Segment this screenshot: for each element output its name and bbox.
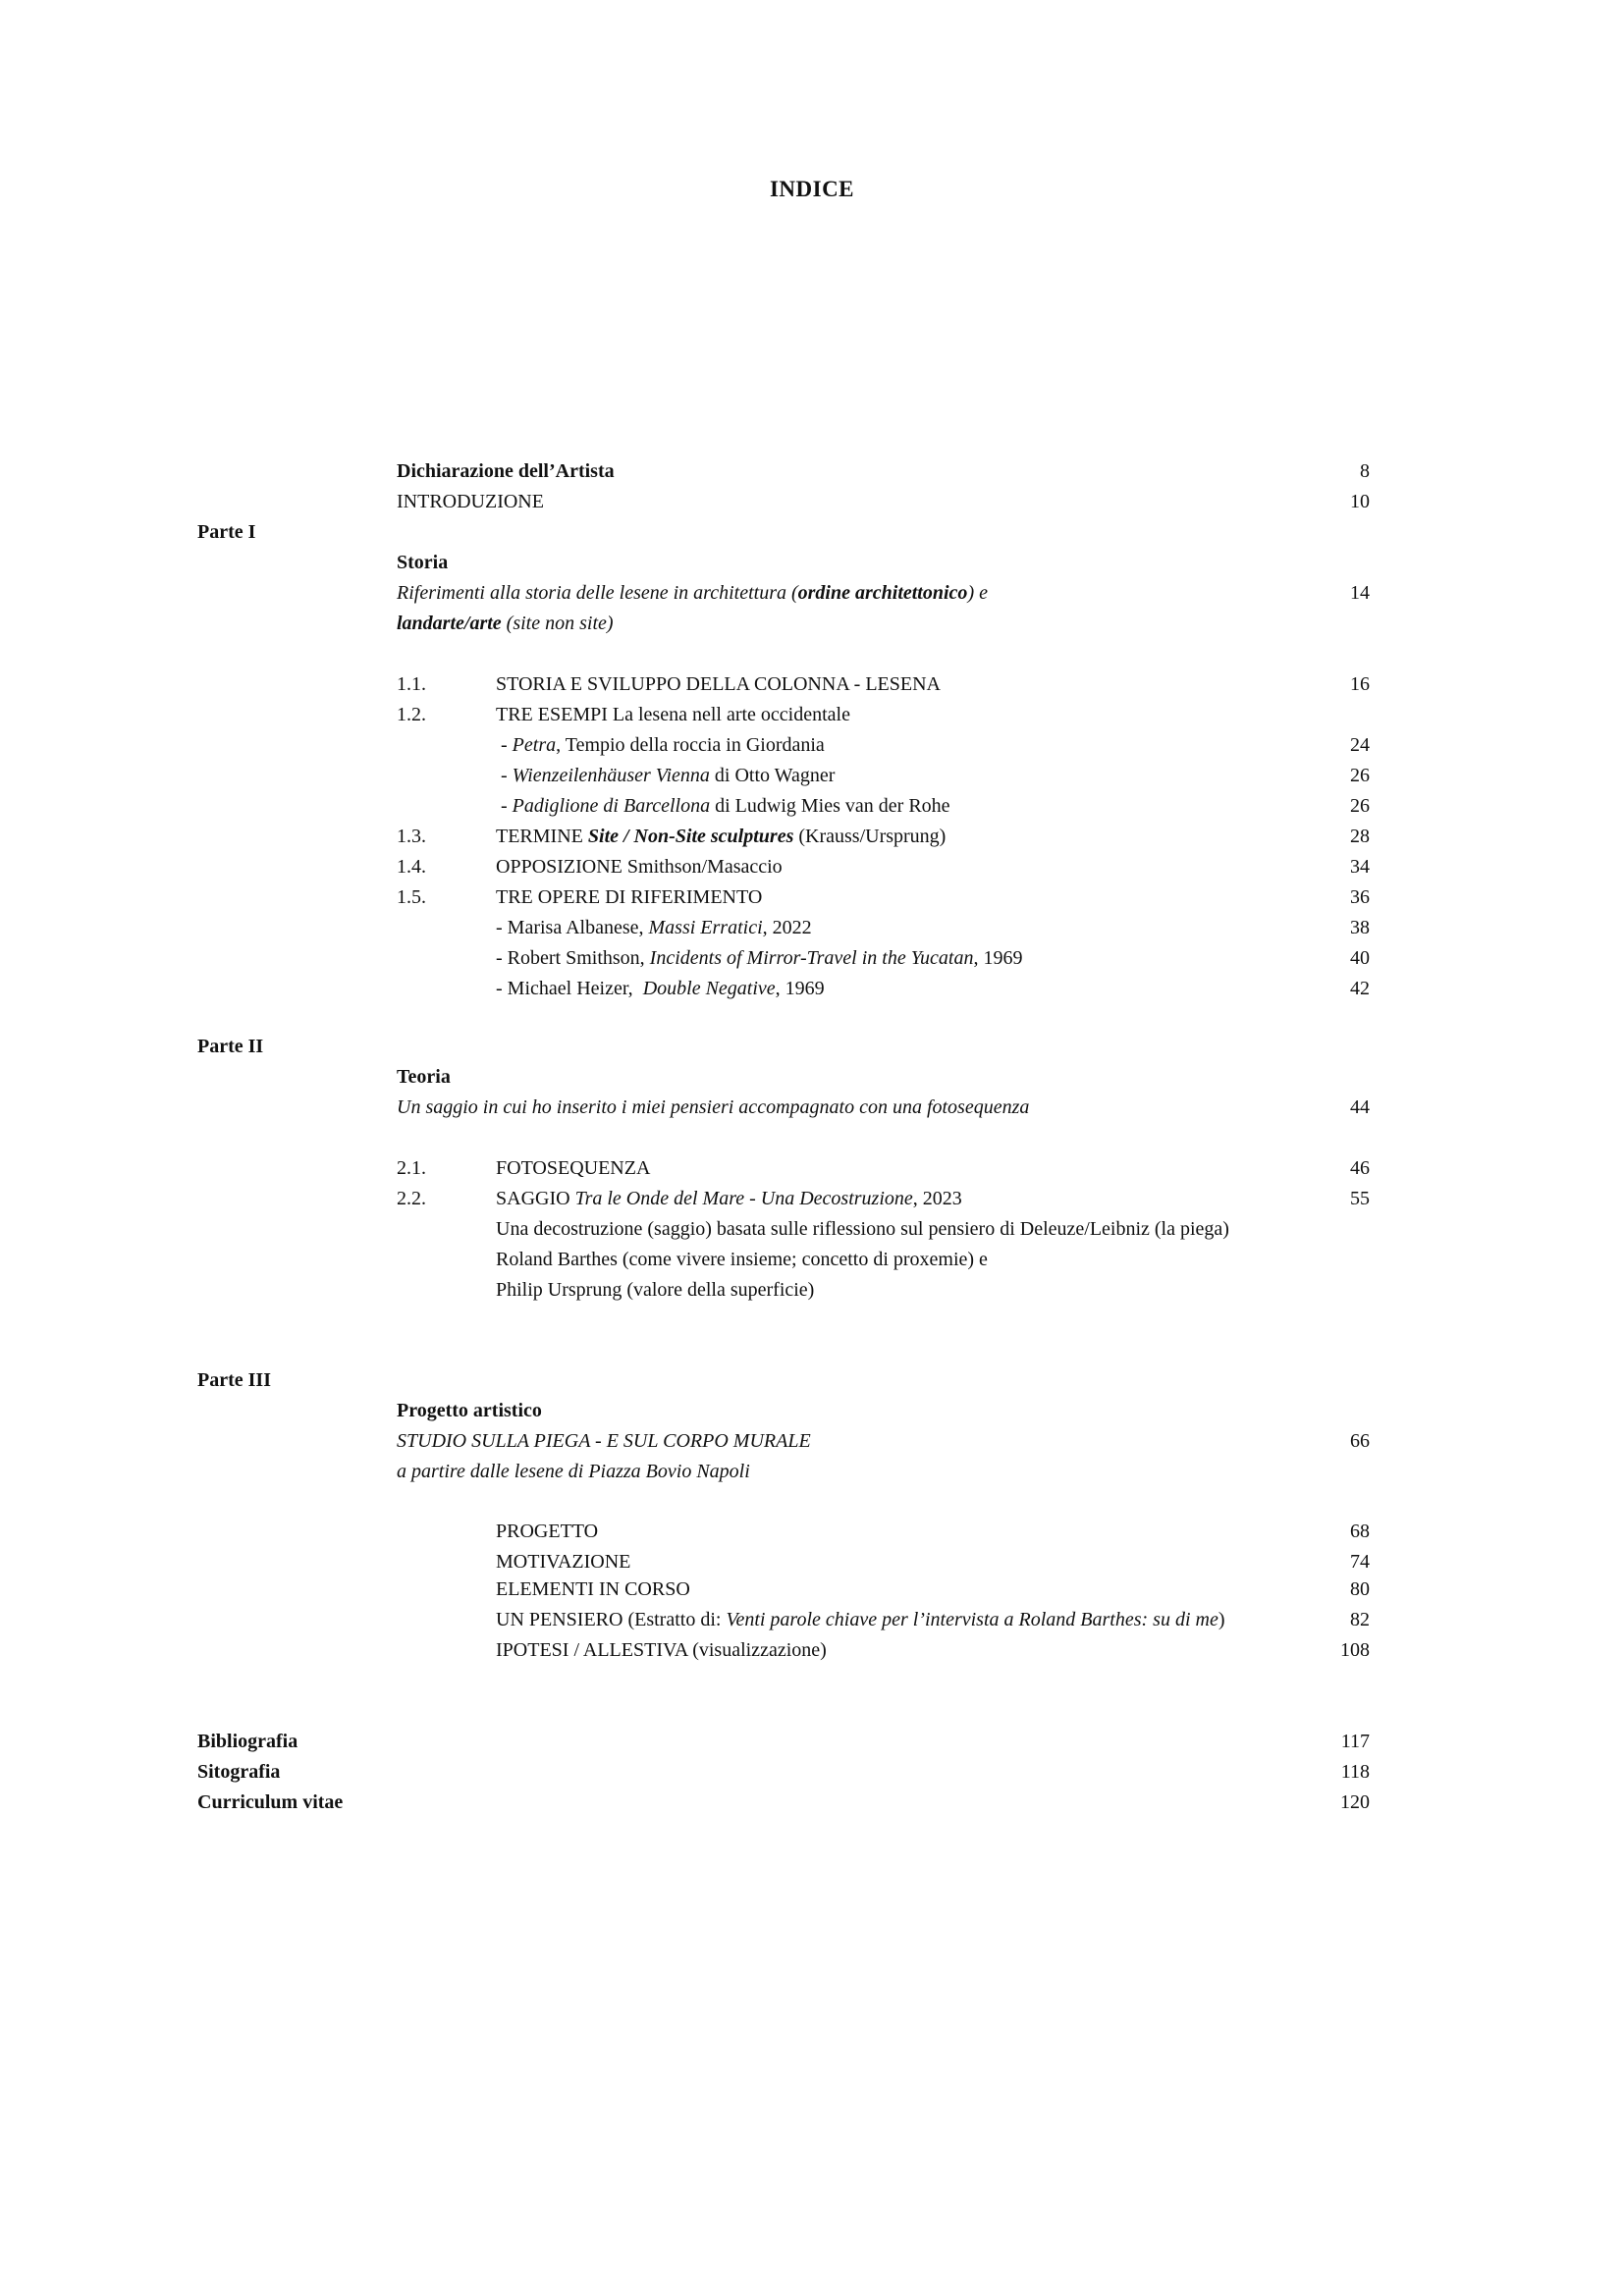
page-title: INDICE <box>769 177 855 201</box>
toc-entry-sitografia: Sitografia <box>197 1761 281 1783</box>
page-number: 36 <box>1350 886 1370 908</box>
section-number: 2.1. <box>397 1157 426 1179</box>
part-label-1: Parte I <box>197 521 256 543</box>
toc-entry-1-1: STORIA E SVILUPPO DELLA COLONNA - LESENA <box>496 673 941 695</box>
part1-intro-line2: landarte/arte (site non site) <box>397 613 614 634</box>
part1-intro-line1: Riferimenti alla storia delle lesene in architettura (ordine architettonico) e <box>397 582 988 604</box>
toc-entry-2-2-desc-1: Una decostruzione (saggio) basata sulle riflessiono sul pensiero di Deleuze/Leibniz (la piega) <box>496 1218 1229 1240</box>
section-number: 1.4. <box>397 856 426 878</box>
section-heading-teoria: Teoria <box>397 1066 451 1088</box>
toc-entry-progetto: PROGETTO <box>496 1521 599 1542</box>
toc-entry-2-2: SAGGIO Tra le Onde del Mare - Una Decostruzione, 2023 <box>496 1188 962 1209</box>
page-number: 118 <box>1340 1761 1370 1783</box>
page-number: 82 <box>1350 1609 1370 1630</box>
toc-entry-motivazione: MOTIVAZIONE <box>496 1551 631 1573</box>
part2-intro: Un saggio in cui ho inserito i miei pensieri accompagnato con una fotosequenza <box>397 1096 1030 1118</box>
toc-entry-2-2-desc-2: Roland Barthes (come vivere insieme; concetto di proxemie) e <box>496 1249 988 1270</box>
toc-entry-elementi: ELEMENTI IN CORSO <box>496 1578 690 1600</box>
section-heading-storia: Storia <box>397 552 449 573</box>
section-number: 1.5. <box>397 886 426 908</box>
toc-entry-ipotesi: IPOTESI / ALLESTIVA (visualizzazione) <box>496 1639 827 1661</box>
page-number: 26 <box>1350 795 1370 817</box>
toc-subentry-heizer: - Michael Heizer, Double Negative, 1969 <box>496 978 825 999</box>
toc-entry-1-5: TRE OPERE DI RIFERIMENTO <box>496 886 763 908</box>
page-number: 46 <box>1350 1157 1370 1179</box>
toc-entry-pensiero: UN PENSIERO (Estratto di: Venti parole chiave per l’intervista a Roland Barthes: su di me) <box>496 1609 1225 1630</box>
toc-subentry-wien: - Wienzeilenhäuser Vienna di Otto Wagner <box>496 765 836 786</box>
part3-intro-line1: STUDIO SULLA PIEGA - E SUL CORPO MURALE <box>397 1430 811 1452</box>
page-number: 16 <box>1350 673 1370 695</box>
toc-entry-introduzione: INTRODUZIONE <box>397 491 544 512</box>
page-number: 108 <box>1340 1639 1370 1661</box>
page-number: 55 <box>1350 1188 1370 1209</box>
page-number: 24 <box>1350 734 1370 756</box>
page-number: 14 <box>1350 582 1370 604</box>
page-number: 42 <box>1350 978 1370 999</box>
part-label-3: Parte III <box>197 1369 271 1391</box>
page-number: 44 <box>1350 1096 1370 1118</box>
toc-entry-1-2: TRE ESEMPI La lesena nell arte occidentale <box>496 704 850 725</box>
page-number: 40 <box>1350 947 1370 969</box>
page-number: 34 <box>1350 856 1370 878</box>
toc-entry-2-1: FOTOSEQUENZA <box>496 1157 651 1179</box>
page-number: 120 <box>1340 1791 1370 1813</box>
toc-entry-bibliografia: Bibliografia <box>197 1731 298 1752</box>
toc-subentry-smithson: - Robert Smithson, Incidents of Mirror-Travel in the Yucatan, 1969 <box>496 947 1023 969</box>
section-number: 2.2. <box>397 1188 426 1209</box>
page-number: 8 <box>1360 460 1370 482</box>
page-number: 117 <box>1340 1731 1370 1752</box>
section-number: 1.3. <box>397 826 426 847</box>
page-number: 10 <box>1350 491 1370 512</box>
page-number: 68 <box>1350 1521 1370 1542</box>
toc-subentry-barcellona: - Padiglione di Barcellona di Ludwig Mies van der Rohe <box>496 795 950 817</box>
page-number: 74 <box>1350 1551 1370 1573</box>
part-label-2: Parte II <box>197 1036 264 1057</box>
page-number: 66 <box>1350 1430 1370 1452</box>
part3-intro-line2: a partire dalle lesene di Piazza Bovio Napoli <box>397 1461 750 1482</box>
toc-entry-dichiarazione: Dichiarazione dell’Artista <box>397 460 615 482</box>
page-number: 26 <box>1350 765 1370 786</box>
page-number: 38 <box>1350 917 1370 938</box>
toc-entry-curriculum: Curriculum vitae <box>197 1791 344 1813</box>
section-number: 1.2. <box>397 704 426 725</box>
section-number: 1.1. <box>397 673 426 695</box>
toc-entry-2-2-desc-3: Philip Ursprung (valore della superficie) <box>496 1279 815 1301</box>
toc-entry-1-3: TERMINE Site / Non-Site sculptures (Krauss/Ursprung) <box>496 826 947 847</box>
section-heading-progetto: Progetto artistico <box>397 1400 542 1421</box>
toc-entry-1-4: OPPOSIZIONE Smithson/Masaccio <box>496 856 783 878</box>
toc-subentry-petra: - Petra, Tempio della roccia in Giordania <box>496 734 825 756</box>
page-number: 28 <box>1350 826 1370 847</box>
page-number: 80 <box>1350 1578 1370 1600</box>
toc-subentry-albanese: - Marisa Albanese, Massi Erratici, 2022 <box>496 917 812 938</box>
